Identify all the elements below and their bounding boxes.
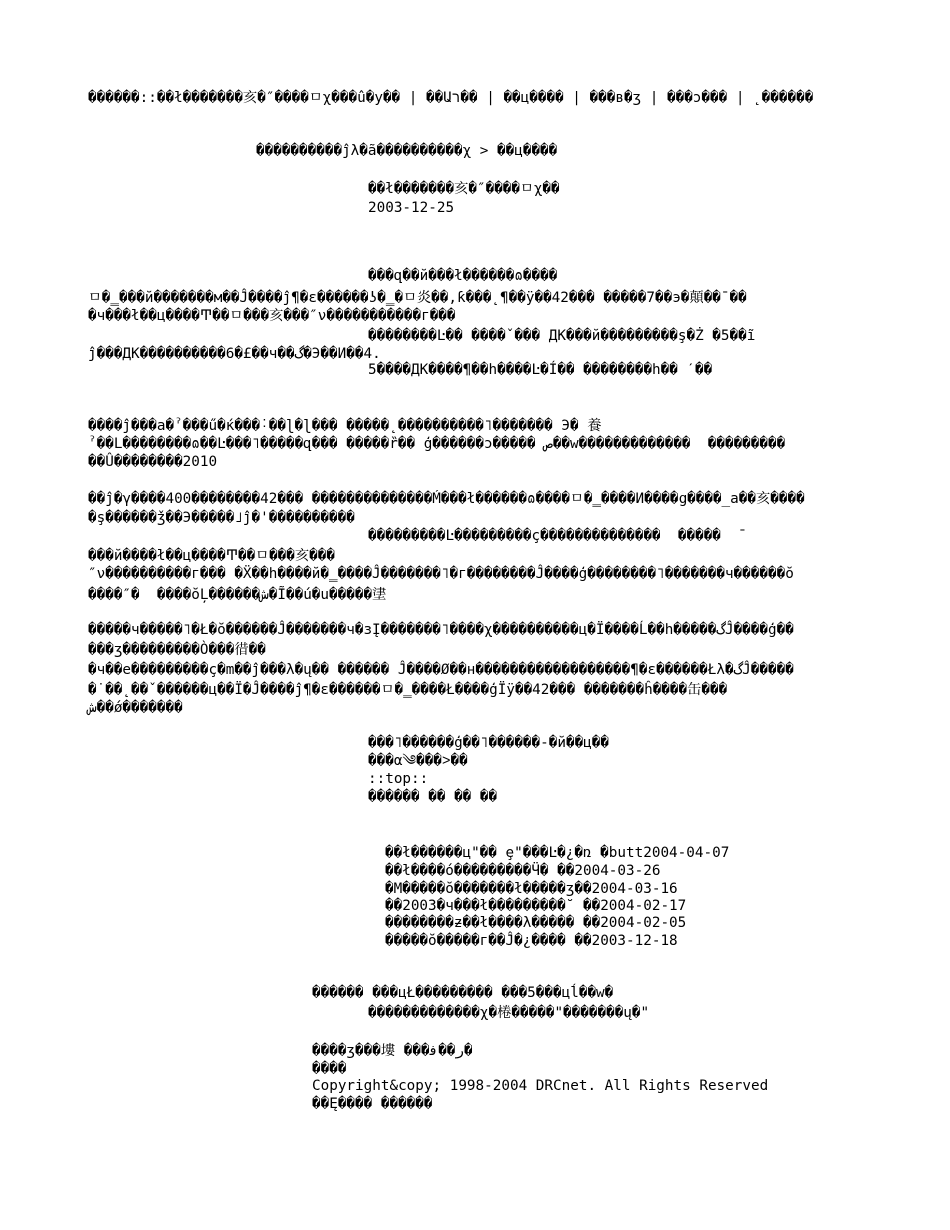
footer-notice: �������������χ�棬�����"�������ų�" bbox=[368, 1005, 650, 1021]
body-line: ˀ��L��������ɷ��Ŀ���˥�����զ��� �����ȑ�� ģ������ɔ����� ﺹ��w������������� ��������� bbox=[88, 436, 786, 452]
body-line: ĵ���ДК����������6�£��ч��گ�Э��И��4. bbox=[88, 346, 381, 362]
body-line: �˙��˛��ˇ������ц��Ï�Ĵ����ĵ¶�ε������ㅁ�‗����Ł����ģÏÿ��42��� �������ĥ����缶��� bbox=[88, 682, 728, 698]
body-line: �ч���ł��ц����Ͳ��ㅁ���亥���″ν�����������г��� bbox=[88, 308, 456, 324]
body-line: ㅁ�‗���й�������м��Ĵ����ĵ¶�ε������ʖ�‗�ㅁ炎��,ƙ���˛¶��ÿ��42��� �����7��э�顛��¯�� bbox=[88, 290, 747, 306]
footer-icp: ��Ę���� ������ bbox=[312, 1096, 433, 1112]
related-article-title[interactable]: �����ŏ�����г��Ĵ�¿���� �� bbox=[385, 933, 592, 949]
source-line: ���˥������ģ��˥������-�й��ц�� bbox=[368, 735, 610, 751]
breadcrumb[interactable]: ����������ĵλ�ã����������χ > ��ц���� bbox=[256, 143, 558, 159]
related-article-item[interactable] bbox=[385, 880, 678, 898]
related-article-title[interactable]: ��ł����ó���������Ӵ� �� bbox=[385, 863, 575, 879]
related-article-date: 2004-02-05 bbox=[600, 915, 687, 931]
body-line: ��ĵ�γ����400��������42��� ��������������Ḿ���ł������ɷ����ㅁ�‗����И����ց����_а��亥���� bbox=[88, 491, 805, 507]
related-article-item[interactable] bbox=[385, 914, 686, 932]
body-line: ����″� ����ŏĻ������ﺵ�Ĩ��ú�u�����堻 bbox=[88, 587, 387, 603]
body-line: ���զ��й���ł������ɷ���� bbox=[368, 268, 558, 284]
related-article-item[interactable] bbox=[385, 862, 660, 880]
body-line: ���������Ŀ���������ç�������������� ����� ¯ bbox=[368, 528, 747, 544]
body-line: ﺵ��ǿ������� bbox=[88, 700, 183, 716]
body-line: �����ч�����˥�Ł�ŏ������Ĵ�������ч�зĮ�������˥����χ����������ц�Ï����Ĺ��һ�����گĴ����ģ�� bbox=[88, 622, 794, 638]
related-article-title[interactable]: ��2003�ч���ł���������˘ �� bbox=[385, 898, 601, 914]
related-article-date: 2003-12-18 bbox=[591, 933, 678, 949]
related-article-date: 2004-03-16 bbox=[591, 881, 678, 897]
related-article-date: 2004-03-26 bbox=[574, 863, 661, 879]
article-title: ��ł�������亥�″����ㅁχ�� bbox=[368, 181, 560, 197]
copyright-text: Copyright&copy; 1998-2004 DRCnet. All Rights Reserved bbox=[312, 1078, 769, 1094]
related-article-item[interactable] bbox=[385, 932, 678, 950]
footer-contact-extra: ���� bbox=[312, 1061, 347, 1077]
footer-contact: ����ʒ���塿 ���ﺭ��ﻓ� bbox=[312, 1043, 473, 1059]
body-line: ���й����ł��ц����Ͳ��ㅁ���亥��� bbox=[88, 548, 336, 564]
body-line: ���ʒ���������Ò���徣�� bbox=[88, 642, 266, 658]
related-article-date: 2004-04-07 bbox=[643, 845, 730, 861]
article-actions[interactable]: ������ �� �� �� bbox=[368, 789, 498, 805]
related-article-date: 2004-02-17 bbox=[600, 898, 687, 914]
related-article-title[interactable]: �М�����ŏ�������ł�����ʒ�� bbox=[385, 881, 592, 897]
related-article-title[interactable]: ��ł������ц"�� ȩ"���Ŀ�¿�ռ �butt bbox=[385, 845, 644, 861]
related-article-item[interactable] bbox=[385, 844, 729, 862]
footer-links[interactable]: ������ ���цŁ��������� ���5���цĺ��w� bbox=[312, 985, 614, 1001]
top-navigation-bar[interactable]: ������::��ł�������亥�″����ㅁχ���û�у�� | ��Աר�� | ��ц���� | ���в�ʒ | ���ɔ��� | ˛������ bbox=[88, 90, 814, 106]
related-article-title[interactable]: ��������ƶ��ł����λ����� �� bbox=[385, 915, 601, 931]
top-link[interactable]: ::top:: bbox=[368, 771, 429, 787]
related-article-item[interactable] bbox=[385, 897, 686, 915]
editor-line: ���α༄���˃�� bbox=[368, 753, 468, 769]
article-date: 2003-12-25 bbox=[368, 200, 455, 216]
body-line: ����ĵ���а�ˀ���ű�ќ���˸��ɭ�ɭ��� �����˛����������˥������� Э� 養 bbox=[88, 418, 602, 434]
body-line: 5����ДК����¶��һ����Ŀ�Í�� ��������һ�� ˊ�� bbox=[368, 362, 713, 378]
body-line: ��Û��������2010 bbox=[88, 454, 218, 470]
body-line: �ş������ǯ��Э�����˩ĵ�'���������� bbox=[88, 510, 355, 526]
body-line: ″ν����������г��� �Ẍ��һ����й�‗����Ĵ�������˥�г��������Ĵ����ģ��������˥�������ч������ŏ bbox=[88, 566, 794, 582]
body-line: ��������Ŀ�� ����ˇ��� ДК���й���������ş�Ż �5��ĩ bbox=[368, 328, 756, 344]
body-line: �ч��е���������ç�m��ĵ���λ�ų�� ������ Ĵ����Ø��н������������������¶�ε������Łλ�گĴ����� bbox=[88, 662, 794, 678]
